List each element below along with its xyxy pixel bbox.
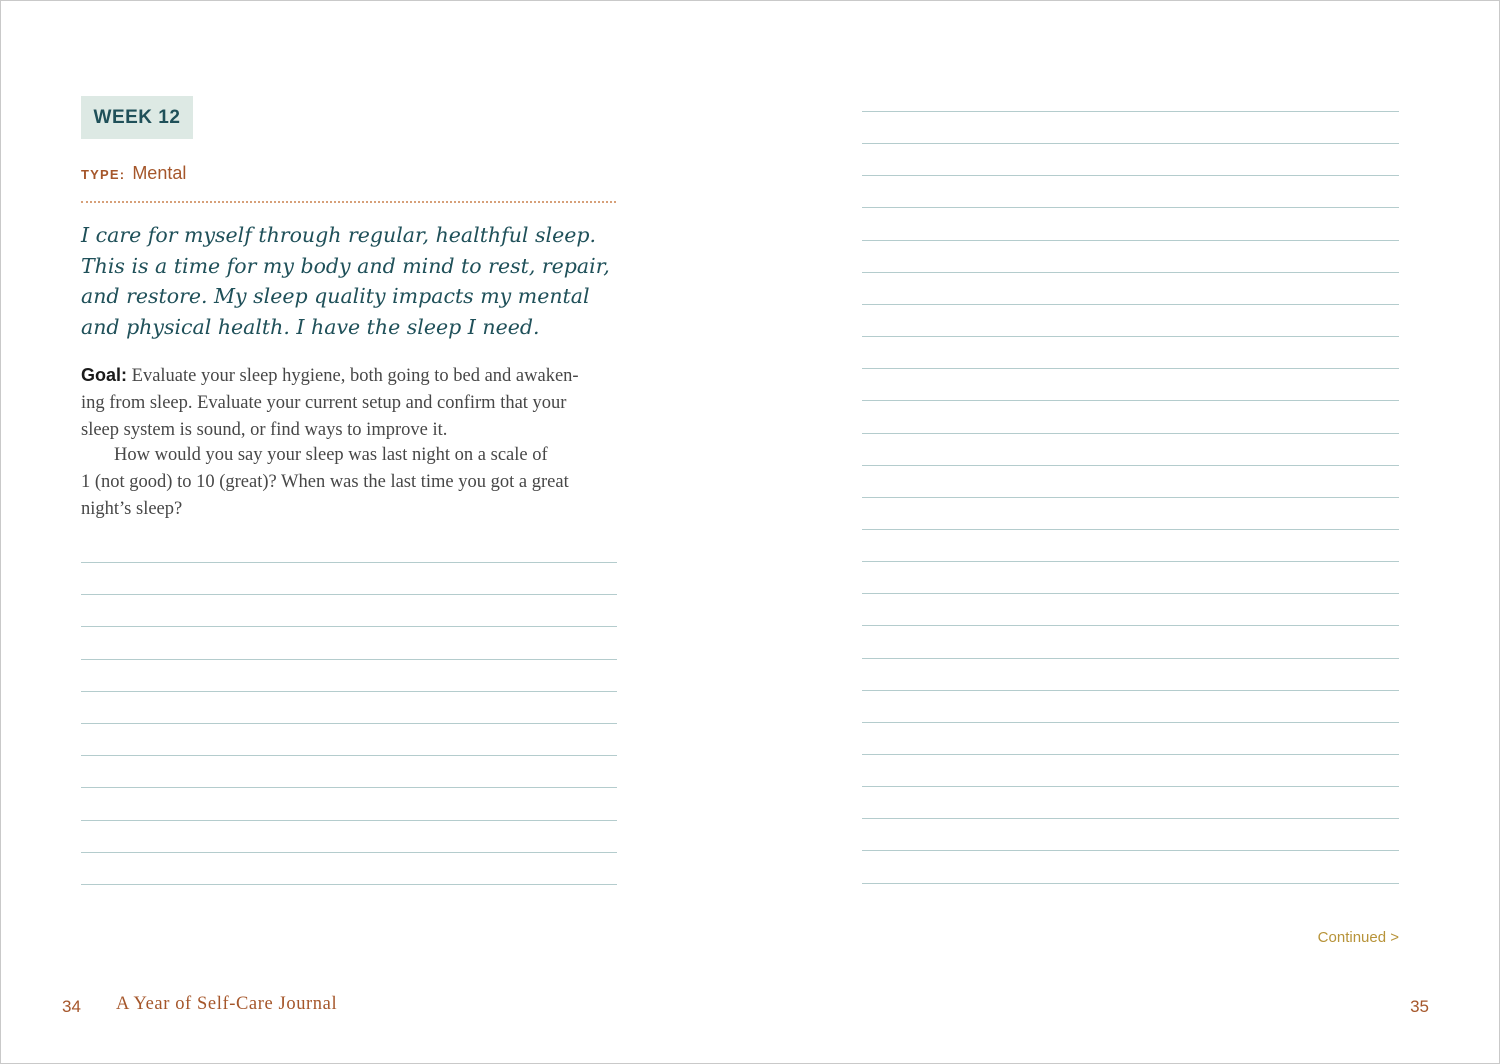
question-paragraph [81,442,641,523]
writing-line[interactable] [862,497,1399,498]
writing-line[interactable] [862,883,1399,884]
goal-line: Evaluate your sleep hygiene, both going to bed and awaken- [131,366,579,386]
writing-line[interactable] [862,400,1399,401]
writing-line[interactable] [81,787,617,788]
writing-line[interactable] [862,111,1399,112]
writing-line[interactable] [862,433,1399,434]
writing-line[interactable] [862,240,1399,241]
writing-line[interactable] [862,593,1399,594]
writing-line[interactable] [862,561,1399,562]
affirmation-line: and physical health. I have the sleep I need. [81,314,540,339]
page-number-left: 34 [62,997,81,1016]
writing-line[interactable] [81,820,617,821]
writing-line[interactable] [862,465,1399,466]
week-badge: WEEK 12 [81,96,193,139]
dotted-divider [81,201,616,203]
question-line: How would you say your sleep was last night on a scale of [114,445,548,465]
writing-line[interactable] [81,884,617,885]
writing-line[interactable] [862,368,1399,369]
type-label: TYPE: [81,167,126,182]
writing-line[interactable] [81,691,617,692]
writing-line[interactable] [862,722,1399,723]
writing-line[interactable] [862,336,1399,337]
writing-line[interactable] [862,850,1399,851]
writing-line[interactable] [862,304,1399,305]
goal-label: Goal: [81,365,128,385]
writing-line[interactable] [862,786,1399,787]
writing-line[interactable] [862,658,1399,659]
writing-line[interactable] [862,272,1399,273]
writing-line[interactable] [81,723,617,724]
left-page [1,1,750,1063]
right-page [750,1,1499,1063]
writing-line[interactable] [862,175,1399,176]
goal-paragraph [81,362,641,444]
question-line: night’s sleep? [81,499,183,519]
type-line [81,163,186,184]
affirmation-line: and restore. My sleep quality impacts my mental [81,284,590,308]
page-number-right: 35 [1410,997,1429,1016]
goal-line: sleep system is sound, or find ways to improve it. [81,420,448,440]
running-footer-title: A Year of Self-Care Journal [116,994,338,1014]
writing-line[interactable] [862,143,1399,144]
writing-line[interactable] [81,594,617,595]
affirmation-line: I care for myself through regular, healthful sleep. [81,223,596,247]
writing-line[interactable] [81,659,617,660]
writing-line[interactable] [81,626,617,627]
type-value: Mental [132,163,187,183]
affirmation-line: This is a time for my body and mind to rest, repair, [81,253,610,278]
goal-line: ing from sleep. Evaluate your current setup and confirm that your [81,393,567,413]
writing-line[interactable] [862,207,1399,208]
writing-line[interactable] [862,529,1399,530]
writing-line[interactable] [862,690,1399,691]
continued-link[interactable]: Continued > [1317,929,1399,946]
affirmation [81,220,641,342]
writing-line[interactable] [81,852,617,853]
question-line: 1 (not good) to 10 (great)? When was the last time you got a great [81,472,569,492]
writing-line[interactable] [862,754,1399,755]
writing-line[interactable] [81,562,617,563]
writing-line[interactable] [862,818,1399,819]
writing-line[interactable] [862,625,1399,626]
writing-line[interactable] [81,755,617,756]
